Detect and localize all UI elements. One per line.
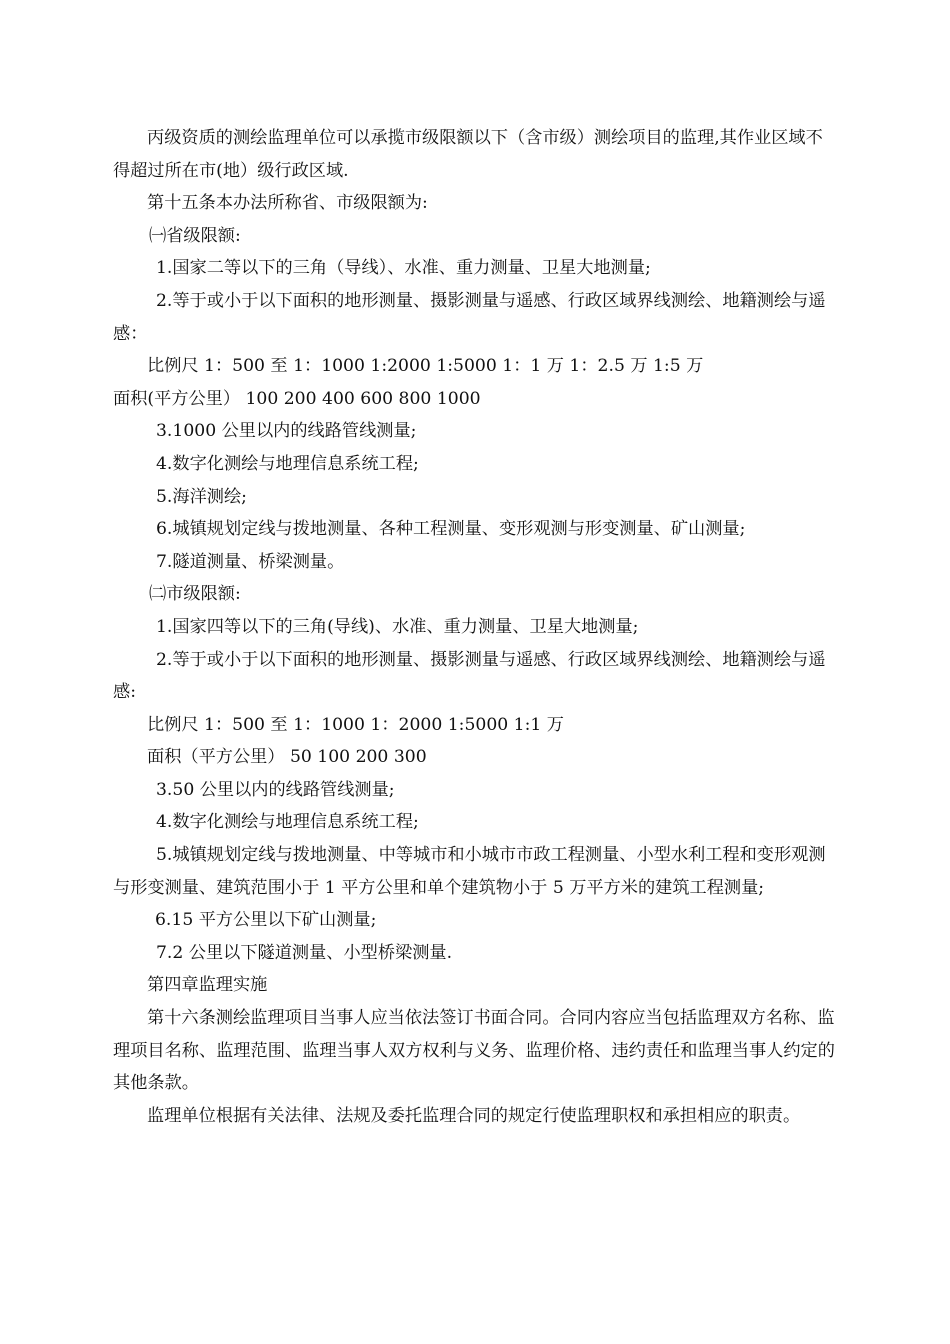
municipal-item-3: 3.50 公里以内的线路管线测量;	[156, 779, 395, 800]
provincial-item-7: 7.隧道测量、桥梁测量。	[156, 551, 345, 572]
document-body	[113, 122, 837, 1132]
provincial-scale-row: 比例尺 1：500 至 1：1000 1:2000 1:5000 1：1 万 1：2.5 万 1:5 万	[147, 356, 704, 377]
provincial-item-5: 5.海洋测绘;	[156, 486, 247, 507]
supervision-duties-paragraph: 监理单位根据有关法律、法规及委托监理合同的规定行使监理职权和承担相应的职责。	[147, 1105, 801, 1126]
provincial-item-3: 3.1000 公里以内的线路管线测量;	[156, 421, 417, 442]
municipal-item-6: 6.15 平方公里以下矿山测量;	[155, 910, 377, 931]
municipal-item-4: 4.数字化测绘与地理信息系统工程;	[156, 812, 419, 833]
municipal-scale-row: 比例尺 1：500 至 1：1000 1：2000 1:5000 1:1 万	[147, 714, 564, 735]
article-16-paragraph: 第十六条测绘监理项目当事人应当依法签订书面合同。合同内容应当包括监理双方名称、监理项目名称、监理范围、监理当事人双方权利与义务、监理价格、违约责任和监理当事人约定的其他条款。	[113, 1008, 835, 1094]
municipal-area-row: 面积（平方公里） 50 100 200 300	[147, 747, 427, 768]
provincial-limit-heading: ㈠省级限额:	[149, 225, 241, 246]
chapter-4-heading: 第四章监理实施	[147, 975, 268, 996]
article-15-heading: 第十五条本办法所称省、市级限额为:	[147, 193, 428, 214]
provincial-item-6: 6.城镇规划定线与拨地测量、各种工程测量、变形观测与形变测量、矿山测量;	[156, 519, 746, 540]
municipal-item-1: 1.国家四等以下的三角(导线)、水准、重力测量、卫星大地测量;	[156, 616, 639, 637]
municipal-item-7: 7.2 公里以下隧道测量、小型桥梁测量.	[156, 942, 453, 963]
provincial-item-4: 4.数字化测绘与地理信息系统工程;	[156, 453, 419, 474]
municipal-item-5: 5.城镇规划定线与拨地测量、中等城市和小城市市政工程测量、小型水利工程和变形观测与形变测量、建筑范围小于 1 平方公里和单个建筑物小于 5 万平方米的建筑工程测量;	[113, 845, 826, 898]
provincial-item-1: 1.国家二等以下的三角（导线）、水准、重力测量、卫星大地测量;	[156, 258, 651, 279]
paragraph-grade-c-scope: 丙级资质的测绘监理单位可以承揽市级限额以下（含市级）测绘项目的监理,其作业区域不得超过所在市(地）级行政区域.	[113, 128, 823, 181]
provincial-item-2: 2.等于或小于以下面积的地形测量、摄影测量与遥感、行政区域界线测绘、地籍测绘与遥感：	[113, 290, 826, 344]
municipal-item-2: 2.等于或小于以下面积的地形测量、摄影测量与遥感、行政区域界线测绘、地籍测绘与遥感:	[113, 649, 826, 703]
provincial-area-row: 面积(平方公里） 100 200 400 600 800 1000	[113, 388, 481, 409]
municipal-limit-heading: ㈡市级限额:	[149, 584, 241, 605]
